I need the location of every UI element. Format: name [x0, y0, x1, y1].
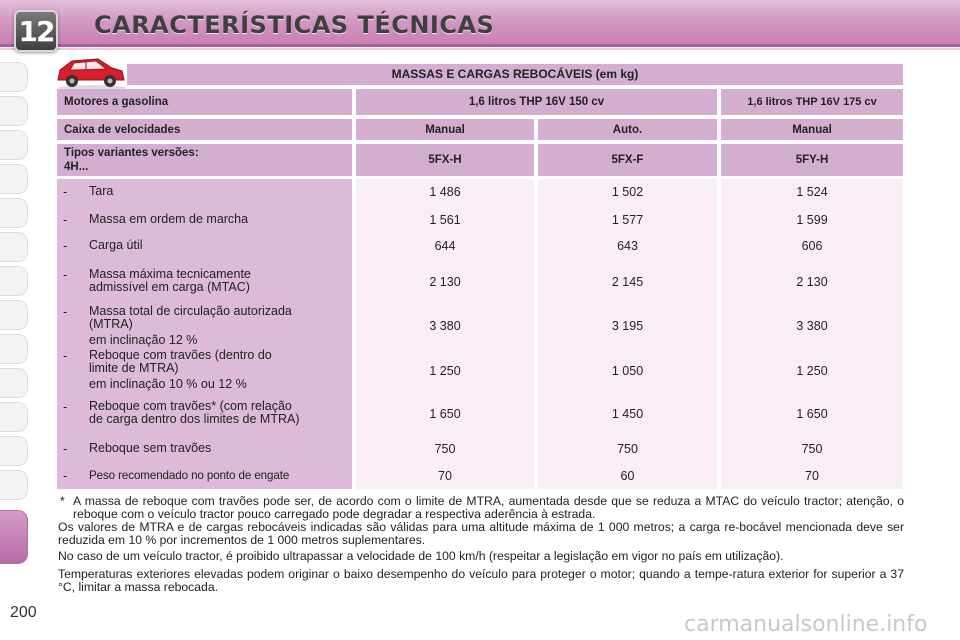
row-dash: -: [63, 239, 68, 253]
row-label: Peso recomendado no ponto de engate: [89, 469, 290, 482]
gearbox-label: Caixa de velocidades: [57, 119, 352, 140]
variant-code: 5FY-H: [721, 144, 903, 176]
chapter-tab[interactable]: [0, 96, 28, 126]
cell-value: 750: [434, 442, 456, 456]
engines-label: Motores a gasolina: [57, 89, 352, 115]
row-label: (MTRA): [89, 317, 133, 331]
table-title: MASSAS E CARGAS REBOCÁVEIS (em kg): [127, 64, 903, 85]
row-label: Reboque com travões* (com relação: [89, 399, 292, 413]
row-label: de carga dentro dos limites de MTRA): [89, 412, 300, 426]
chapter-tab[interactable]: [0, 402, 28, 432]
cell-value: 643: [617, 239, 638, 253]
car-towing-icon: [52, 52, 130, 92]
row-dash: -: [63, 442, 68, 456]
engine-150-header: 1,6 litros THP 16V 150 cv: [356, 89, 717, 115]
row-label: Massa em ordem de marcha: [89, 212, 249, 226]
watermark: carmanualsonline.info: [684, 612, 928, 637]
chapter-tabs: [0, 62, 30, 572]
row-label: em inclinação 10 % ou 12 %: [89, 377, 247, 391]
chapter-badge: 12: [14, 10, 58, 52]
cell-value: 1 502: [611, 185, 644, 199]
cell-value: 1 650: [429, 407, 461, 421]
row-label: limite de MTRA): [89, 361, 179, 375]
cell-value: 70: [805, 469, 819, 483]
cell-value: 3 380: [796, 319, 828, 333]
chapter-tab[interactable]: [0, 62, 28, 92]
chapter-tab[interactable]: [0, 300, 28, 330]
variant-code: 5FX-F: [538, 144, 717, 176]
row-dash: -: [63, 268, 68, 282]
chapter-tab-active[interactable]: [0, 510, 28, 564]
row-dash: -: [63, 349, 68, 363]
footnote-marker: *: [60, 494, 65, 508]
cell-value: 1 250: [429, 364, 461, 378]
chapter-tab[interactable]: [0, 130, 28, 160]
row-dash: -: [63, 305, 68, 319]
row-dash: -: [63, 400, 68, 414]
row-label: Reboque com travões (dentro do: [89, 348, 272, 362]
page-number: 200: [10, 604, 37, 621]
cell-value: 1 561: [429, 213, 461, 227]
note-paragraph: Temperaturas exteriores elevadas podem originar o baixo desempenho do veículo para proteger o motor; quando a tempe-ratura exterior for superior a 37 °C, limitar a massa rebocada.: [58, 567, 904, 594]
note-paragraph: No caso de um veículo tractor, é proibido ultrapassar a velocidade de 100 km/h (respeitar a legislação em vigor no país em utilização).: [58, 549, 784, 563]
row-label: Tara: [89, 184, 114, 198]
row-label: Reboque sem travões: [89, 441, 212, 455]
row-label: admissível em carga (MTAC): [89, 280, 250, 294]
row-label: em inclinação 12 %: [89, 333, 198, 347]
cell-value: 3 380: [429, 319, 461, 333]
cell-value: 750: [801, 442, 823, 456]
row-dash: -: [63, 213, 68, 227]
gearbox-value: Manual: [721, 119, 903, 140]
row-dash: -: [63, 469, 68, 483]
row-label: Carga útil: [89, 238, 143, 252]
cell-value: 1 050: [611, 364, 644, 378]
page-title: CARACTERÍSTICAS TÉCNICAS: [94, 11, 495, 39]
cell-value: 60: [620, 469, 635, 483]
cell-value: 2 130: [429, 275, 461, 289]
chapter-tab[interactable]: [0, 164, 28, 194]
chapter-tab[interactable]: [0, 232, 28, 262]
cell-value: 1 450: [611, 407, 644, 421]
variant-code: 5FX-H: [356, 144, 534, 176]
cell-value: 2 145: [611, 275, 644, 289]
header-divider: [0, 44, 960, 47]
gearbox-value: Manual: [356, 119, 534, 140]
chapter-tab[interactable]: [0, 334, 28, 364]
cell-value: 750: [617, 442, 638, 456]
chapter-tab[interactable]: [0, 470, 28, 500]
chapter-tab[interactable]: [0, 266, 28, 296]
cell-value: 1 577: [611, 213, 644, 227]
cell-value: 3 195: [611, 319, 644, 333]
cell-value: 2 130: [796, 275, 828, 289]
note-paragraph: Os valores de MTRA e de cargas rebocáveis indicadas são válidas para uma altitude máxima de 1 000 metros; a carga re-bocável mencionada deve ser reduzida em 10 % por incrementos de 1 000 metros suplementares.: [58, 520, 904, 547]
cell-value: 644: [434, 239, 456, 253]
cell-value: 1 250: [796, 364, 828, 378]
cell-value: 606: [801, 239, 823, 253]
header-divider-light: [0, 48, 960, 50]
row-label: Massa total de circulação autorizada: [89, 304, 292, 318]
footnote: [58, 495, 904, 521]
gearbox-value: Auto.: [538, 119, 717, 140]
row-dash: -: [63, 185, 68, 199]
cell-value: 1 599: [796, 213, 828, 227]
chapter-tab[interactable]: [0, 198, 28, 228]
chapter-tab[interactable]: [0, 436, 28, 466]
cell-value: 1 524: [796, 185, 828, 199]
footnote-text: A massa de reboque com travões pode ser, de acordo com o limite de MTRA, aumentada desde que se reduza a MTAC do veículo tractor; atenção, o reboque com o veículo tractor pouco carregado pode degradar a respectiva aderência à estrada.: [73, 494, 904, 521]
chapter-tab[interactable]: [0, 368, 28, 398]
cell-value: 70: [438, 469, 452, 483]
variants-label: Tipos variantes versões: 4H...: [57, 144, 352, 176]
notes-section: [58, 495, 904, 599]
row-label: Massa máxima tecnicamente: [89, 267, 251, 281]
engine-175-header: 1,6 litros THP 16V 175 cv: [721, 89, 903, 115]
cell-value: 1 650: [796, 407, 828, 421]
cell-value: 1 486: [429, 185, 461, 199]
